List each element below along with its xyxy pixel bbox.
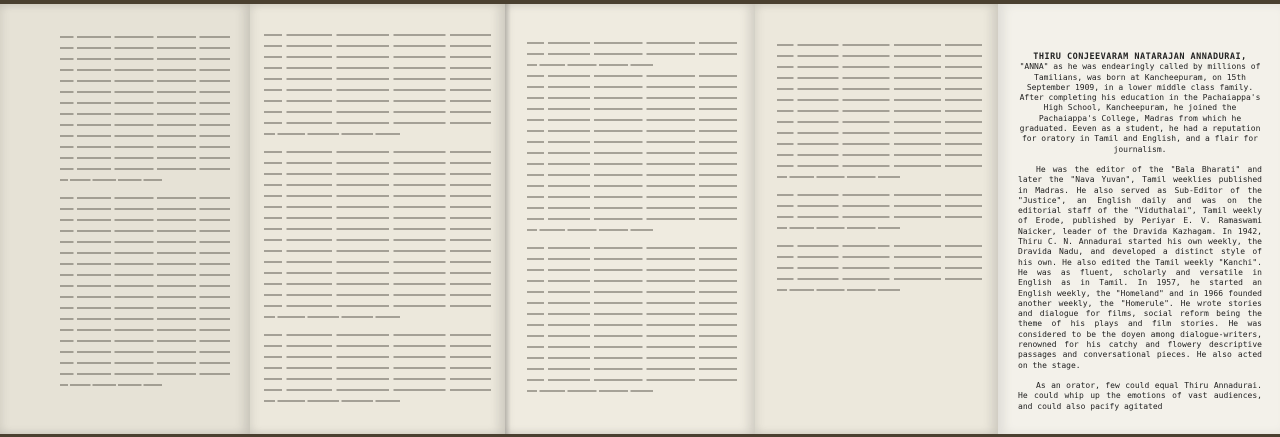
- biography-title: THIRU CONJEEVARAM NATARAJAN ANNADURAI,: [1033, 52, 1247, 62]
- english-biography-panel: [998, 4, 1280, 434]
- biography-editor-paragraph: He was the editor of the "Bala Bharati" and later the "Nava Yuvan", Tamil weeklies published in Madras. He also served as Sub-Editor of the "Justice", an English daily and was on the editorial staff of the "Viduthalai", Tamil weekly of Erode, published by Periyar E. V. Ramaswami Naicker, leader of the Dravida Kazhagam. In 1942, Thiru C. N. Annadurai started his own weekly, the Dravida Nadu, and developed a distinct style of his own. He also edited the Tamil weekly "Kanchi". He was as fluent, scholarly and versatile in English as in Tamil. In 1957, he started an English weekly, the "Homeland" and in 1966 founded another weekly, the "Homerule". He wrote stories and dialogue for films, social reform being the theme of his plays and film stories. He was considered to be the doyen among dialogue-writers, renowned for his catchy and flowery descriptive passages and conversational pieces. He also acted on the stage.: [1018, 164, 1262, 370]
- tamil-panel-1: [0, 4, 250, 434]
- tamil-text-block: [755, 4, 998, 434]
- english-biography-text: [1018, 52, 1262, 428]
- tamil-panel-3: [505, 4, 755, 434]
- biography-intro-paragraph: "ANNA" as he was endearingly called by millions of Tamilians, was born at Kancheepuram, on 15th September 1909, in a lower middle class family. After completing his education in the Pachaiappa's High School, Kancheepuram, he joined the Pachaiappa's College, Madras from which he graduated. Eeven as a student, he had a reputation for oratory in Tamil and English, and a flair for journalism.: [1019, 62, 1261, 154]
- biography-orator-paragraph: As an orator, few could equal Thiru Annadurai. He could whip up the emotions of vast audiences, and could also pacify agitated: [1018, 380, 1262, 411]
- tamil-text-block: [505, 4, 755, 434]
- tamil-text-block: [250, 4, 505, 434]
- tamil-panel-4: [755, 4, 998, 434]
- tamil-panel-2: [250, 4, 505, 434]
- tamil-text-block: [0, 4, 250, 434]
